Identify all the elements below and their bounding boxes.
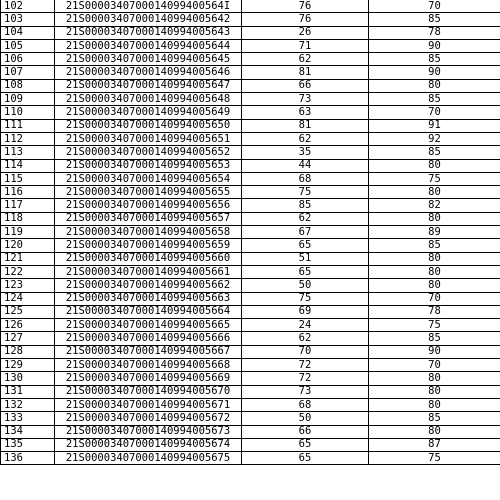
row-number-cell: 118: [1, 212, 55, 225]
score-b-cell: 89: [369, 226, 500, 239]
table-row: [1, 438, 500, 451]
row-number-cell: 115: [1, 172, 55, 185]
exam-id-cell: 21S00003407000140994005666: [55, 332, 242, 345]
score-a-cell: 69: [242, 305, 369, 318]
score-a-cell: 75: [242, 186, 369, 199]
score-a-cell: 67: [242, 226, 369, 239]
row-number-cell: 113: [1, 146, 55, 159]
score-a-cell: 66: [242, 79, 369, 92]
exam-id-cell: 21S00003407000140994005667: [55, 345, 242, 358]
score-b-cell: 80: [369, 79, 500, 92]
row-number-cell: 130: [1, 372, 55, 385]
table-row: [1, 265, 500, 278]
row-number-cell: 133: [1, 412, 55, 425]
table-row: [1, 199, 500, 212]
exam-id-cell: 21S00003407000140994005665: [55, 319, 242, 332]
table-row: [1, 372, 500, 385]
score-a-cell: 76: [242, 0, 369, 13]
score-a-cell: 76: [242, 13, 369, 26]
row-number-cell: 134: [1, 425, 55, 438]
table-row: [1, 292, 500, 305]
score-a-cell: 44: [242, 159, 369, 172]
score-b-cell: 75: [369, 319, 500, 332]
score-b-cell: 70: [369, 292, 500, 305]
exam-id-cell: 21S00003407000140994005642: [55, 13, 242, 26]
exam-id-cell: 21S00003407000140994005643: [55, 26, 242, 39]
row-number-cell: 136: [1, 452, 55, 465]
score-b-cell: 82: [369, 199, 500, 212]
exam-id-cell: 21S00003407000140994005671: [55, 398, 242, 411]
row-number-cell: 111: [1, 119, 55, 132]
score-b-cell: 85: [369, 412, 500, 425]
exam-id-cell: 21S00003407000140994005659: [55, 239, 242, 252]
score-b-cell: 80: [369, 265, 500, 278]
row-number-cell: 131: [1, 385, 55, 398]
score-a-cell: 75: [242, 292, 369, 305]
row-number-cell: 116: [1, 186, 55, 199]
exam-id-cell: 21S00003407000140994005675: [55, 452, 242, 465]
score-a-cell: 51: [242, 252, 369, 265]
score-b-cell: 80: [369, 159, 500, 172]
row-number-cell: 119: [1, 226, 55, 239]
table-row: [1, 93, 500, 106]
score-a-cell: 71: [242, 39, 369, 52]
row-number-cell: 126: [1, 319, 55, 332]
score-a-cell: 50: [242, 279, 369, 292]
exam-id-cell: 21S00003407000140994005645: [55, 53, 242, 66]
exam-id-cell: 21S00003407000140994005655: [55, 186, 242, 199]
table-row: [1, 66, 500, 79]
score-b-cell: 75: [369, 452, 500, 465]
score-b-cell: 80: [369, 186, 500, 199]
table-row: [1, 398, 500, 411]
table-row: [1, 39, 500, 52]
score-b-cell: 80: [369, 279, 500, 292]
table-row: [1, 119, 500, 132]
exam-id-cell: 21S00003407000140994005649: [55, 106, 242, 119]
table-row: [1, 345, 500, 358]
score-a-cell: 62: [242, 212, 369, 225]
row-number-cell: 108: [1, 79, 55, 92]
score-b-cell: 70: [369, 359, 500, 372]
row-number-cell: 123: [1, 279, 55, 292]
exam-id-cell: 21S00003407000140994005661: [55, 265, 242, 278]
exam-id-cell: 21S00003407000140994005656: [55, 199, 242, 212]
row-number-cell: 103: [1, 13, 55, 26]
exam-id-cell: 21S00003407000140994005653: [55, 159, 242, 172]
row-number-cell: 127: [1, 332, 55, 345]
score-b-cell: 78: [369, 305, 500, 318]
score-a-cell: 72: [242, 359, 369, 372]
score-b-cell: 70: [369, 0, 500, 13]
row-number-cell: 117: [1, 199, 55, 212]
table-row: [1, 146, 500, 159]
table-row: [1, 132, 500, 145]
exam-id-cell: 21S00003407000140994005672: [55, 412, 242, 425]
score-a-cell: 66: [242, 425, 369, 438]
score-a-cell: 26: [242, 26, 369, 39]
score-b-cell: 70: [369, 106, 500, 119]
exam-id-cell: 21S00003407000140994005657: [55, 212, 242, 225]
table-row: [1, 279, 500, 292]
table-row: [1, 226, 500, 239]
score-a-cell: 81: [242, 119, 369, 132]
exam-id-cell: 21S00003407000140994005664: [55, 305, 242, 318]
exam-id-cell: 21S00003407000140994005674: [55, 438, 242, 451]
row-number-cell: 128: [1, 345, 55, 358]
table-row: [1, 412, 500, 425]
row-number-cell: 110: [1, 106, 55, 119]
score-a-cell: 65: [242, 438, 369, 451]
table-row: [1, 239, 500, 252]
exam-id-cell: 21S0000340700014099400564I: [55, 0, 242, 13]
score-a-cell: 62: [242, 332, 369, 345]
table-row: [1, 385, 500, 398]
row-number-cell: 125: [1, 305, 55, 318]
exam-id-cell: 21S00003407000140994005652: [55, 146, 242, 159]
score-a-cell: 85: [242, 199, 369, 212]
score-b-cell: 85: [369, 53, 500, 66]
score-a-cell: 81: [242, 66, 369, 79]
table-row: [1, 53, 500, 66]
score-b-cell: 90: [369, 39, 500, 52]
table-row: [1, 319, 500, 332]
table-row: [1, 252, 500, 265]
exam-id-cell: 21S00003407000140994005651: [55, 132, 242, 145]
exam-id-cell: 21S00003407000140994005644: [55, 39, 242, 52]
score-b-cell: 87: [369, 438, 500, 451]
score-a-cell: 68: [242, 172, 369, 185]
score-b-cell: 90: [369, 66, 500, 79]
score-table-body: [1, 0, 500, 465]
exam-id-cell: 21S00003407000140994005660: [55, 252, 242, 265]
exam-id-cell: 21S00003407000140994005669: [55, 372, 242, 385]
table-row: [1, 332, 500, 345]
exam-id-cell: 21S00003407000140994005662: [55, 279, 242, 292]
score-a-cell: 50: [242, 412, 369, 425]
exam-id-cell: 21S00003407000140994005668: [55, 359, 242, 372]
score-a-cell: 70: [242, 345, 369, 358]
score-a-cell: 68: [242, 398, 369, 411]
table-row: [1, 212, 500, 225]
row-number-cell: 106: [1, 53, 55, 66]
row-number-cell: 114: [1, 159, 55, 172]
row-number-cell: 122: [1, 265, 55, 278]
score-a-cell: 65: [242, 239, 369, 252]
table-row: [1, 425, 500, 438]
exam-id-cell: 21S00003407000140994005654: [55, 172, 242, 185]
score-b-cell: 75: [369, 172, 500, 185]
score-a-cell: 63: [242, 106, 369, 119]
score-a-cell: 24: [242, 319, 369, 332]
score-a-cell: 62: [242, 53, 369, 66]
exam-id-cell: 21S00003407000140994005650: [55, 119, 242, 132]
score-a-cell: 65: [242, 452, 369, 465]
score-b-cell: 80: [369, 385, 500, 398]
table-row: [1, 106, 500, 119]
row-number-cell: 102: [1, 0, 55, 13]
row-number-cell: 135: [1, 438, 55, 451]
score-b-cell: 80: [369, 212, 500, 225]
row-number-cell: 112: [1, 132, 55, 145]
score-a-cell: 73: [242, 385, 369, 398]
row-number-cell: 132: [1, 398, 55, 411]
row-number-cell: 107: [1, 66, 55, 79]
exam-id-cell: 21S00003407000140994005663: [55, 292, 242, 305]
table-row: [1, 452, 500, 465]
score-a-cell: 35: [242, 146, 369, 159]
table-row: [1, 0, 500, 13]
row-number-cell: 104: [1, 26, 55, 39]
table-row: [1, 305, 500, 318]
exam-id-cell: 21S00003407000140994005673: [55, 425, 242, 438]
exam-id-cell: 21S00003407000140994005647: [55, 79, 242, 92]
score-b-cell: 78: [369, 26, 500, 39]
score-b-cell: 85: [369, 146, 500, 159]
score-b-cell: 80: [369, 372, 500, 385]
score-a-cell: 62: [242, 132, 369, 145]
score-b-cell: 85: [369, 239, 500, 252]
table-row: [1, 359, 500, 372]
table-row: [1, 26, 500, 39]
score-b-cell: 80: [369, 398, 500, 411]
table-row: [1, 159, 500, 172]
score-b-cell: 80: [369, 252, 500, 265]
score-b-cell: 85: [369, 13, 500, 26]
row-number-cell: 109: [1, 93, 55, 106]
table-row: [1, 79, 500, 92]
score-b-cell: 85: [369, 93, 500, 106]
exam-id-cell: 21S00003407000140994005658: [55, 226, 242, 239]
score-a-cell: 72: [242, 372, 369, 385]
score-b-cell: 91: [369, 119, 500, 132]
score-b-cell: 90: [369, 345, 500, 358]
score-a-cell: 65: [242, 265, 369, 278]
score-b-cell: 92: [369, 132, 500, 145]
row-number-cell: 105: [1, 39, 55, 52]
score-a-cell: 73: [242, 93, 369, 106]
row-number-cell: 129: [1, 359, 55, 372]
row-number-cell: 120: [1, 239, 55, 252]
table-row: [1, 13, 500, 26]
table-row: [1, 186, 500, 199]
exam-id-cell: 21S00003407000140994005670: [55, 385, 242, 398]
exam-id-cell: 21S00003407000140994005648: [55, 93, 242, 106]
score-b-cell: 85: [369, 332, 500, 345]
row-number-cell: 121: [1, 252, 55, 265]
score-b-cell: 80: [369, 425, 500, 438]
table-row: [1, 172, 500, 185]
exam-id-cell: 21S00003407000140994005646: [55, 66, 242, 79]
row-number-cell: 124: [1, 292, 55, 305]
